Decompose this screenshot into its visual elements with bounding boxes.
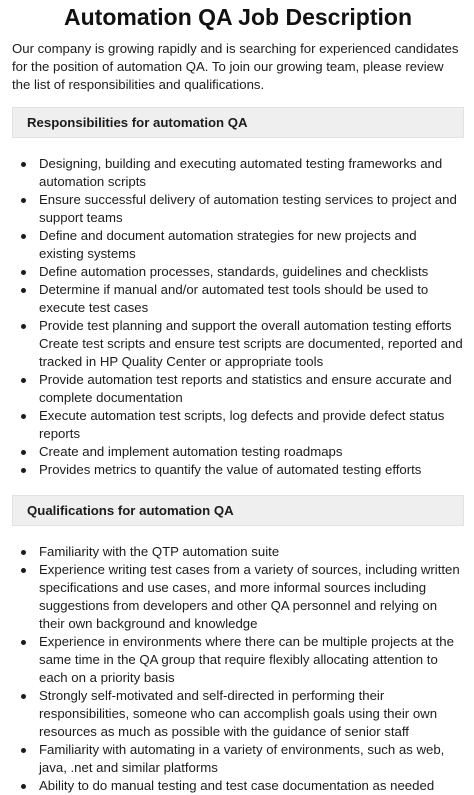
- list-item: Ability to do manual testing and test case documentation as needed: [39, 777, 464, 795]
- qualifications-list: [12, 543, 464, 795]
- list-item: Define and document automation strategies for new projects and existing systems: [39, 227, 464, 263]
- responsibilities-heading: Responsibilities for automation QA: [12, 107, 464, 138]
- list-item: Provides metrics to quantify the value of automated testing efforts: [39, 461, 464, 479]
- list-item: Ensure successful delivery of automation testing services to project and support teams: [39, 191, 464, 227]
- list-item: Determine if manual and/or automated test tools should be used to execute test cases: [39, 281, 464, 317]
- list-item: Execute automation test scripts, log defects and provide defect status reports: [39, 407, 464, 443]
- list-item: Designing, building and executing automated testing frameworks and automation scripts: [39, 155, 464, 191]
- qualifications-heading: Qualifications for automation QA: [12, 495, 464, 526]
- page-title: Automation QA Job Description: [64, 4, 412, 30]
- list-item: Experience in environments where there can be multiple projects at the same time in the QA group that require flexibly allocating attention to each on a priority basis: [39, 633, 464, 687]
- list-item: Strongly self-motivated and self-directed in performing their responsibilities, someone who can accomplish goals using their own resources as much as possible with the guidance of senior staff: [39, 687, 464, 741]
- list-item: Familiarity with the QTP automation suite: [39, 543, 464, 561]
- list-item: Experience writing test cases from a variety of sources, including written specifications and use cases, and more informal sources including suggestions from developers and other QA personnel and relying on their own background and knowledge: [39, 561, 464, 633]
- list-item: Familiarity with automating in a variety of environments, such as web, java, .net and similar platforms: [39, 741, 464, 777]
- list-item: Provide test planning and support the overall automation testing efforts Create test scripts and ensure test scripts are documented, reported and tracked in HP Quality Center or appropriate tools: [39, 318, 463, 369]
- list-item: Provide automation test reports and statistics and ensure accurate and complete documentation: [39, 371, 464, 407]
- intro-paragraph: Our company is growing rapidly and is searching for experienced candidates for the position of automation QA. To join our growing team, please review the list of responsibilities and qualifications.: [12, 41, 459, 92]
- responsibilities-list: [12, 155, 464, 479]
- list-item: Create and implement automation testing roadmaps: [39, 443, 464, 461]
- list-item: Define automation processes, standards, guidelines and checklists: [39, 263, 464, 281]
